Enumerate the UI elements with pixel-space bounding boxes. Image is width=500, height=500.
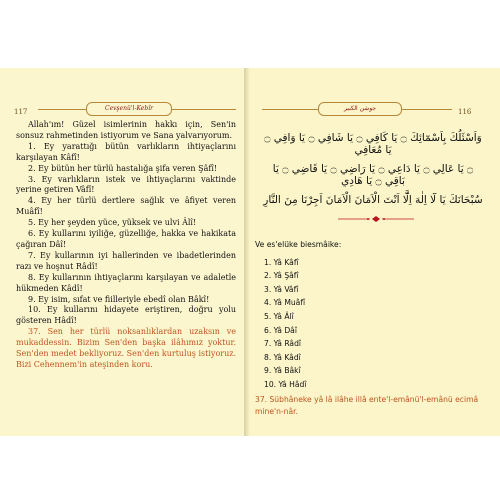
list-item: 5. Yâ Âlî — [264, 311, 294, 321]
paragraph: 8. Ey kullarının ihtiyaçlarını karşılayan ve adaletle hükmeden Kâdî! — [16, 272, 236, 293]
paragraph: Allah'ım! Güzel isimlerinin hakkı için, Sen'in sonsuz rahmetinden istiyorum ve Sana yalvarıyorum. — [16, 120, 236, 140]
paragraph: 5. Ey her şeyden yüce, yüksek ve ulvi Âlî! — [28, 218, 197, 228]
running-head: جوشن الكبير — [343, 105, 377, 112]
list-item: 7. Yâ Râdî — [264, 339, 302, 349]
paragraph: 6. Ey kullarını iyiliğe, güzelliğe, hakka ve hakikata çağıran Dâî! — [16, 229, 236, 249]
transliteration-block — [255, 238, 491, 418]
list-item: 1. Yâ Kâfî — [264, 257, 299, 267]
arabic-line: ۝ يَا عَالِي ۝ يَا دَاعِي ۝ يَا رَاضِي ۝ يَا قَاضِي ۝ يَا بَاقِي ۝ يَا هَادِي — [272, 163, 474, 187]
transliteration-intro: Ve es'elüke biesmâike: — [255, 240, 342, 249]
divider-ornament — [338, 216, 414, 222]
list-item: 8. Yâ Kâdî — [264, 352, 301, 362]
page-number: 116 — [458, 108, 472, 116]
running-head: Cevşenü'l-Kebîr — [105, 105, 153, 112]
page-number: 117 — [14, 108, 28, 116]
list-item: 6. Yâ Dâî — [264, 325, 297, 335]
paragraph: 10. Ey kullarını hidayete eriştiren, doğru yolu gösteren Hâdî! — [16, 305, 236, 326]
paragraph: 4. Ey her türlü dertlere sağlık ve âfiyet veren Muâfî! — [16, 196, 236, 217]
arabic-line: وَاَسْئَلُكَ بِاَسْمَٓائِكَ ۝ يَا كَافِي ۝ يَا شَافِي ۝ يَا وَافِي ۝ يَا مُعَافِي — [264, 132, 482, 156]
arabic-line: سُبْحَانَكَ يَا لَٓا اِلٰهَ اِلَّٓا اَنْتَ الْاَمَانَ الْاَمَانَ اَجِرْنَا مِنَ النَّارِ — [263, 194, 483, 206]
transliteration-closing: 37. Sübhâneke yâ lâ ilâhe illâ ente'l-emânü'l-emânü ecimâ mine'n-nâr. — [255, 394, 479, 416]
list-item: 4. Yâ Muâfî — [264, 298, 306, 308]
list-item: 10. Yâ Hâdî — [264, 379, 307, 389]
paragraph: 7. Ey kullarının iyi hallerinden ve ibadetlerinden razı ve hoşnut Râdî! — [16, 250, 236, 271]
list-item: 9. Yâ Bâkî — [264, 366, 301, 376]
paragraph: 9. Ey isim, sıfat ve fiilleriyle ebedî olan Bâkî! — [28, 294, 210, 304]
paragraph: 3. Ey varlıkların istek ve ihtiyaçlarını vaktinde yerine getiren Vâfî! — [16, 174, 236, 195]
list-item: 2. Yâ Şâfî — [264, 271, 299, 281]
paragraph: 2. Ey bütün her türlü hastalığa şifa veren Şâfî! — [28, 163, 218, 173]
left-body-text — [16, 120, 236, 371]
book-spread — [0, 68, 500, 436]
names-list — [255, 256, 491, 392]
left-page — [0, 68, 244, 436]
list-item: 3. Yâ Vâfî — [264, 284, 299, 294]
paragraph: 1. Ey yarattığı bütün varlıkların ihtiyaçlarını karşılayan Kâfî! — [16, 141, 236, 162]
closing-prayer: 37. Sen her türlü noksanlıklardan uzaksın ve mukaddessin. Bizim Sen'den başka ilâhımız yoktur. Sen'den medet bekliyoruz. Sen'den kurtuluş istiyoruz. Bizi Cehennem'in ateşinden koru. — [16, 327, 236, 369]
